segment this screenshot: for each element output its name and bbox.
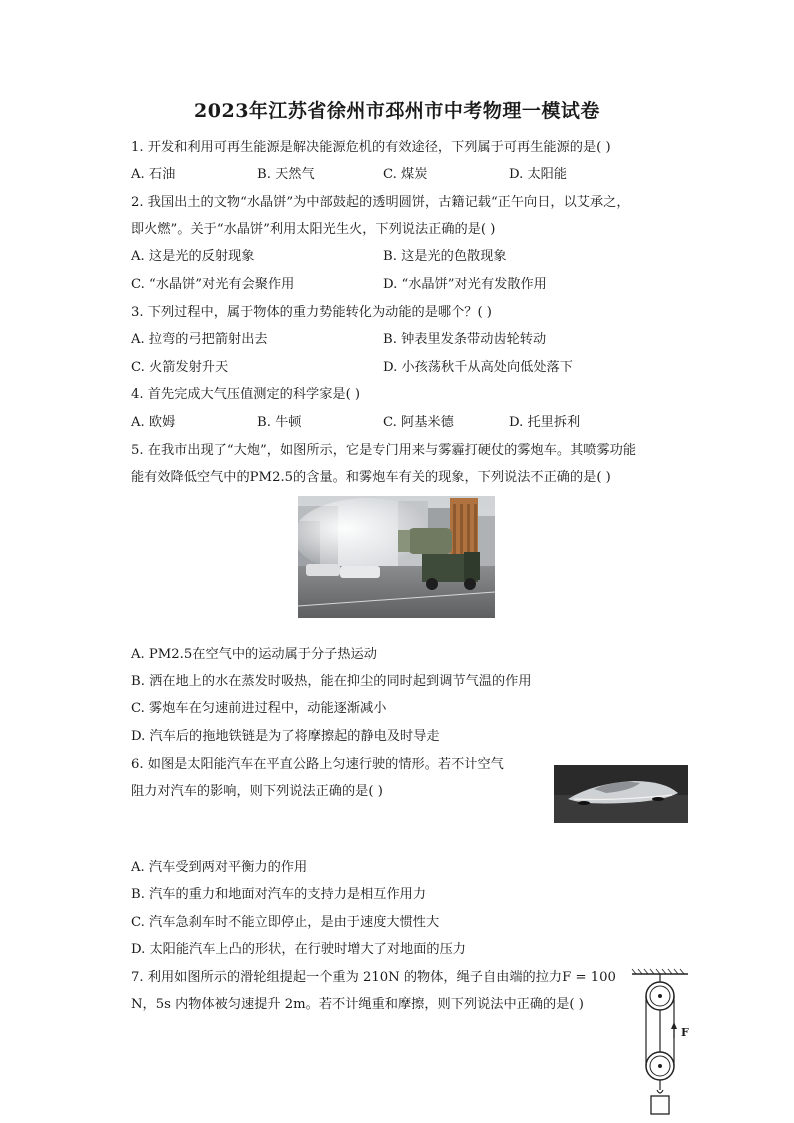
force-label: F — [681, 1026, 689, 1039]
q2-option-a: A. 这是光的反射现象 — [131, 249, 255, 264]
question-5-stem-line-2: 能有效降低空气中的PM2.5的含量。和雾炮车有关的现象，下列说法不正确的是( ) — [131, 470, 611, 485]
q4-option-c: C. 阿基米德 — [383, 415, 454, 430]
q6-option-a: A. 汽车受到两对平衡力的作用 — [131, 860, 308, 875]
q5-option-a: A. PM2.5在空气中的运动属于分子热运动 — [131, 647, 377, 662]
question-7-stem-line-1: 7. 利用如图所示的滑轮组提起一个重为 210N 的物体，绳子自由端的拉力F = 100 — [131, 970, 616, 985]
q3-option-d: D. 小孩荡秋千从高处向低处落下 — [383, 360, 573, 375]
question-7-stem-line-2: N，5s 内物体被匀速提升 2m。若不计绳重和摩擦，则下列说法中正确的是( ) — [131, 997, 584, 1012]
q4-option-b: B. 牛顿 — [257, 415, 302, 430]
q2-option-c: C. “水晶饼”对光有会聚作用 — [131, 277, 295, 292]
q2-option-b: B. 这是光的色散现象 — [383, 249, 507, 264]
q1-option-a: A. 石油 — [131, 167, 176, 182]
question-4-stem: 4. 首先完成大气压值测定的科学家是( ) — [131, 387, 361, 402]
q1-option-b: B. 天然气 — [257, 167, 315, 182]
question-1-stem: 1. 开发和利用可再生能源是解决能源危机的有效途径，下列属于可再生能源的是( ) — [131, 140, 611, 155]
question-2-stem-line-2: 即火燃”。关于“水晶饼”利用太阳光生火，下列说法正确的是( ) — [131, 222, 496, 237]
q4-option-a: A. 欧姆 — [131, 415, 176, 430]
q1-option-c: C. 煤炭 — [383, 167, 428, 182]
page-title: 2023年江苏省徐州市邳州市中考物理一模试卷 — [194, 100, 600, 122]
question-6-stem-line-2: 阻力对汽车的影响，则下列说法正确的是( ) — [131, 784, 383, 799]
question-6-stem-line-1: 6. 如图是太阳能汽车在平直公路上匀速行驶的情形。若不计空气 — [131, 757, 504, 772]
q6-option-b: B. 汽车的重力和地面对汽车的支持力是相互作用力 — [131, 887, 427, 902]
solar-car-photo — [554, 765, 688, 823]
q2-option-d: D. “水晶饼”对光有发散作用 — [383, 277, 547, 292]
q5-option-d: D. 汽车后的拖地铁链是为了将摩擦起的静电及时导走 — [131, 729, 440, 744]
q1-option-d: D. 太阳能 — [509, 167, 568, 182]
q6-option-c: C. 汽车急刹车时不能立即停止，是由于速度大惯性大 — [131, 915, 440, 930]
fog-cannon-truck-photo — [298, 496, 495, 618]
q3-option-c: C. 火箭发射升天 — [131, 360, 229, 375]
q3-option-a: A. 拉弯的弓把箭射出去 — [131, 332, 268, 347]
question-5-stem-line-1: 5. 在我市出现了“大炮”，如图所示，它是专门用来与雾霾打硬仗的雾炮车。其喷雾功能 — [131, 443, 637, 458]
q4-option-d: D. 托里拆利 — [509, 415, 581, 430]
question-2-stem-line-1: 2. 我国出土的文物“水晶饼”为中部鼓起的透明圆饼，古籍记载“正午向日，以艾承之， — [131, 195, 630, 210]
q5-option-c: C. 雾炮车在匀速前进过程中，动能逐渐减小 — [131, 701, 387, 716]
q6-option-d: D. 太阳能汽车上凸的形状，在行驶时增大了对地面的压力 — [131, 942, 466, 957]
pulley-system-diagram — [630, 968, 690, 1120]
question-3-stem: 3. 下列过程中，属于物体的重力势能转化为动能的是哪个？( ) — [131, 305, 492, 320]
q3-option-b: B. 钟表里发条带动齿轮转动 — [383, 332, 547, 347]
q5-option-b: B. 洒在地上的水在蒸发时吸热，能在抑尘的同时起到调节气温的作用 — [131, 674, 532, 689]
